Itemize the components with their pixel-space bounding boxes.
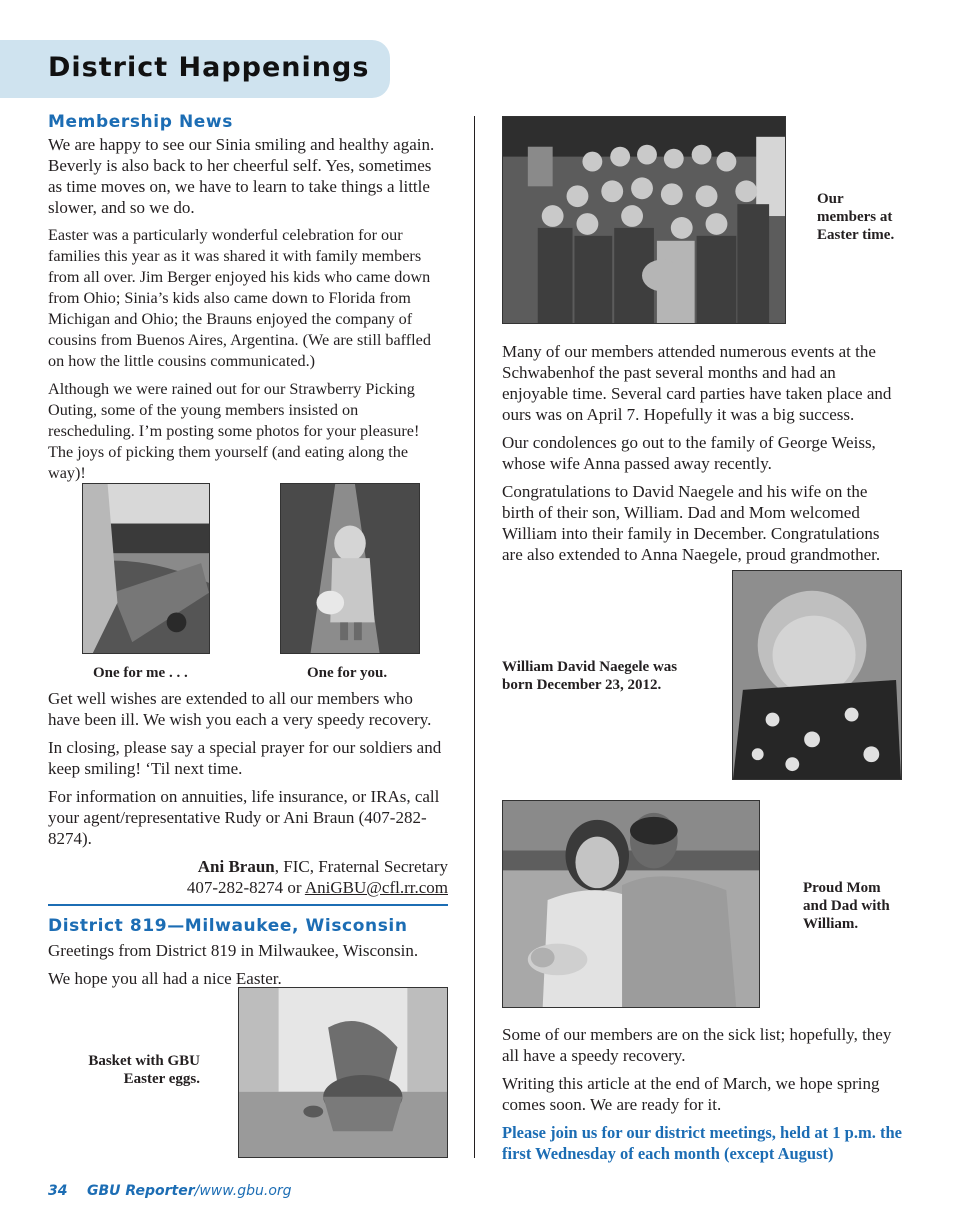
right-paragraph-3: Congratulations to David Naegele and his wife on the birth of their son, William. Dad and Mom welcomed William into their family in December. Congratulations are also extended to Anna Naegele, proud grandmother.	[502, 482, 881, 564]
photo-baby-william	[732, 570, 902, 780]
caption-easter-line-2: members at	[817, 209, 893, 225]
section-divider	[48, 904, 448, 906]
page-number: 34	[48, 1183, 68, 1199]
photo-proud-parents	[502, 800, 760, 1008]
caption-parents-line-3: William.	[803, 916, 859, 932]
caption-basket-line-2: Easter eggs.	[123, 1071, 200, 1087]
caption-baby-line-2: born December 23, 2012.	[502, 677, 662, 693]
footer-url-link[interactable]: www.gbu.org	[199, 1183, 292, 1199]
signature-name: Ani Braun	[197, 857, 275, 876]
caption-easter-line-3: Easter time.	[817, 227, 895, 243]
membership-paragraph-2: Easter was a particularly wonderful celebration for our families this year as it was shared it with family members from all over. Jim Berger enjoyed his kids who came down from Ohio; Sinia’s kids also came down to Florida from Michigan and Ohio; the Brauns enjoyed the company of cousins from Buenos Aires, Argentina. (We are still baffled on how the little cousins communicated.)	[48, 226, 431, 370]
page-footer	[48, 1183, 292, 1199]
membership-paragraph-6: For information on annuities, life insurance, or IRAs, call your agent/representative Rudy or Ani Braun (407-282-8274).	[48, 787, 440, 848]
right-paragraph-1: Many of our members attended numerous events at the Schwabenhof the past several months and had an enjoyable time. Several card parties have taken place and ours was on April 7. Hopefully it was a big success.	[502, 342, 892, 424]
caption-one-for-you: One for you.	[307, 665, 388, 681]
photo-strawberry-right	[280, 483, 420, 654]
caption-easter-members	[817, 190, 894, 244]
right-column-upper	[502, 341, 902, 572]
signature-email-link[interactable]: AniGBU@cfl.rr.com	[304, 878, 448, 897]
membership-paragraph-3: Although we were rained out for our Strawberry Picking Outing, some of the young members insisted on rescheduling. I’m posting some photos for your pleasure! The joys of picking them yourself (and eating along the way)!	[48, 380, 420, 482]
photo-members-easter	[502, 116, 786, 324]
left-column	[48, 112, 448, 491]
milwaukee-paragraph-2: We hope you all had a nice Easter.	[48, 969, 282, 988]
publication-name: GBU Reporter	[86, 1183, 195, 1199]
caption-baby-line-1: William David Naegele was	[502, 659, 678, 675]
membership-paragraph-1: We are happy to see our Sinia smiling and healthy again. Beverly is also back to her cheerful self. Yes, sometimes as time moves on, we have to learn to take things a little slower, and so we do.	[48, 135, 435, 217]
caption-easter-line-1: Our	[817, 191, 844, 207]
left-column-lower	[48, 688, 448, 996]
milwaukee-paragraph-1: Greetings from District 819 in Milwaukee, Wisconsin.	[48, 941, 419, 960]
column-divider	[474, 116, 475, 1158]
footer-separator: /	[194, 1183, 200, 1199]
signature-block	[48, 856, 448, 898]
right-paragraph-4: Some of our members are on the sick list; hopefully, they all have a speedy recovery.	[502, 1025, 892, 1065]
signature-phone: 407-282-8274 or	[186, 878, 305, 897]
caption-baby	[502, 658, 712, 694]
photo-easter-basket	[238, 987, 448, 1158]
right-paragraph-5: Writing this article at the end of March, we hope spring comes soon. We are ready for it.	[502, 1074, 880, 1114]
caption-parents-line-1: Proud Mom	[803, 880, 881, 896]
caption-basket	[84, 1052, 200, 1088]
membership-paragraph-4: Get well wishes are extended to all our members who have been ill. We wish you each a very speedy recovery.	[48, 689, 432, 729]
right-column-lower	[502, 1024, 902, 1164]
membership-news-heading: Membership News	[48, 112, 233, 132]
photo-strawberry-left	[82, 483, 210, 654]
caption-parents-line-2: and Dad with	[803, 898, 890, 914]
meeting-notice: Please join us for our district meetings, held at 1 p.m. the first Wednesday of each month (except August)	[502, 1123, 902, 1163]
caption-one-for-me: One for me . . .	[93, 665, 188, 681]
membership-paragraph-5: In closing, please say a special prayer for our soldiers and keep smiling! ‘Til next time.	[48, 738, 442, 778]
caption-parents	[803, 879, 890, 933]
signature-title: , FIC, Fraternal Secretary	[274, 857, 448, 876]
caption-basket-line-1: Basket with GBU	[88, 1053, 200, 1069]
page-title: District Happenings	[48, 52, 370, 83]
right-paragraph-2: Our condolences go out to the family of George Weiss, whose wife Anna passed away recently.	[502, 433, 876, 473]
milwaukee-heading: District 819—Milwaukee, Wisconsin	[48, 916, 408, 936]
